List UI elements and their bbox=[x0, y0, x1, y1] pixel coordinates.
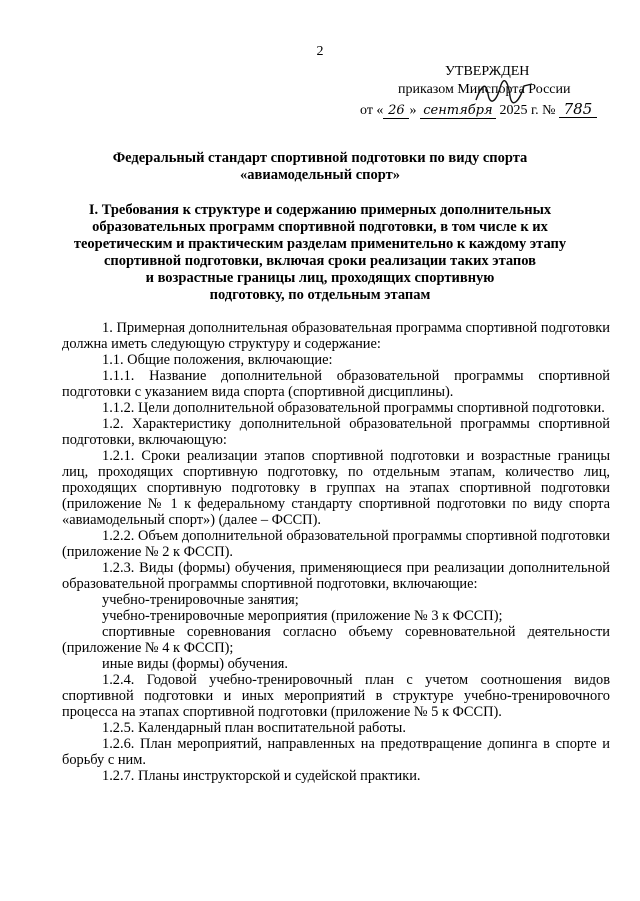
paragraph: 1.1.2. Цели дополнительной образовательной программы спортивной подготовки. bbox=[102, 400, 605, 416]
approval-order: приказом Минспорта России bbox=[398, 82, 571, 97]
section-heading-line: I. Требования к структуре и содержанию примерных дополнительных bbox=[88, 202, 552, 218]
section-heading-line: подготовку, по отдельным этапам bbox=[209, 287, 431, 303]
page-number: 2 bbox=[316, 44, 324, 59]
document-title-line: Федеральный стандарт спортивной подготовки по виду спорта bbox=[112, 150, 528, 166]
paragraph: 1.2.3. Виды (формы) обучения, применяющиеся при реализации дополнительной образовательной программы спортивной подготовки, включающие: bbox=[62, 560, 610, 592]
paragraph: 1.2.1. Сроки реализации этапов спортивной подготовки и возрастные границы лиц, проходящих спортивную подготовку, по отдельным этапам, количество лиц, проходящих спортивную подготовку в группах на этапах спортивной подготовки (приложение № 1 к федеральному стандарту спортивной подготовки по виду спорта «авиамодельный спорт») (далее – ФССП). bbox=[62, 448, 610, 528]
paragraph: 1.2. Характеристику дополнительной образовательной программы спортивной подготовки, включающую: bbox=[62, 416, 610, 448]
signature-mark bbox=[474, 80, 536, 106]
document-body bbox=[62, 320, 610, 784]
paragraph: 1.2.6. План мероприятий, направленных на предотвращение допинга в спорте и борьбу с ним. bbox=[62, 736, 610, 768]
date-day: 26 bbox=[383, 103, 409, 119]
paragraph: 1.2.4. Годовой учебно-тренировочный план с учетом соотношения видов спортивной подготовки и иных мероприятий в структуре учебно-тренировочного процесса на этапах спортивной подготовки (приложение № 5 к ФССП). bbox=[62, 672, 610, 720]
paragraph: иные виды (формы) обучения. bbox=[102, 656, 289, 672]
paragraph: учебно-тренировочные мероприятия (приложение № 3 к ФССП); bbox=[102, 608, 503, 624]
paragraph: 1.2.2. Объем дополнительной образовательной программы спортивной подготовки (приложение № 2 к ФССП). bbox=[62, 528, 610, 560]
paragraph: 1. Примерная дополнительная образовательная программа спортивной подготовки должна иметь следующую структуру и содержание: bbox=[62, 320, 610, 352]
section-heading-line: образовательных программ спортивной подготовки, в том числе к их bbox=[92, 219, 548, 235]
section-heading-line: теоретическим и практическим разделам применительно к каждому этапу bbox=[73, 236, 567, 252]
date-year: 2025 г. № bbox=[499, 103, 556, 118]
paragraph: учебно-тренировочные занятия; bbox=[102, 592, 299, 608]
paragraph: спортивные соревнования согласно объему соревновательной деятельности (приложение № 4 к ФССП); bbox=[62, 624, 610, 656]
order-number: 785 bbox=[559, 102, 597, 118]
section-heading-line: спортивной подготовки, включая сроки реализации таких этапов bbox=[103, 253, 536, 269]
document-title-line: «авиамодельный спорт» bbox=[240, 167, 400, 183]
paragraph: 1.1.1. Название дополнительной образовательной программы спортивной подготовки с указанием вида спорта (спортивной дисциплины). bbox=[62, 368, 610, 400]
date-prefix: от « bbox=[360, 103, 384, 118]
paragraph: 1.2.7. Планы инструкторской и судейской практики. bbox=[102, 768, 421, 784]
paragraph: 1.1. Общие положения, включающие: bbox=[102, 352, 333, 368]
date-month: сентября bbox=[420, 103, 496, 119]
paragraph: 1.2.5. Календарный план воспитательной работы. bbox=[102, 720, 406, 736]
document-title bbox=[60, 150, 580, 184]
section-heading-line: и возрастные границы лиц, проходящих спортивную bbox=[145, 270, 495, 286]
date-mid: » bbox=[409, 103, 417, 118]
approval-title: УТВЕРЖДЕН bbox=[445, 64, 530, 79]
section-heading bbox=[60, 202, 580, 304]
